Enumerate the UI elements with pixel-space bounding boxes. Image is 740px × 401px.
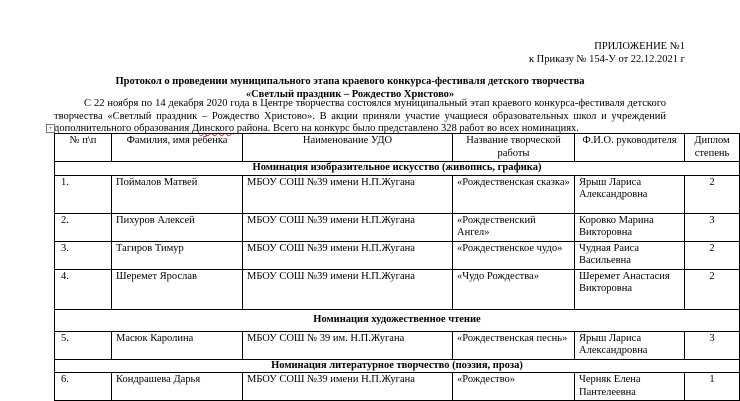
row-num: 1. — [55, 175, 112, 213]
row-degree: 1 — [685, 373, 740, 401]
row-work: «Рождественский Ангел» — [453, 213, 575, 241]
header-num: № п\п — [55, 134, 112, 162]
intro-text-2: района. Всего на конкурс было представлено 328 работ во всех номинациях. — [234, 123, 579, 134]
appendix-header — [529, 40, 685, 66]
row-teacher: Ярыш Лариса Александровна — [575, 331, 685, 359]
row-name: Кондрашева Дарья — [112, 373, 243, 401]
row-num: 3. — [55, 241, 112, 269]
intro-paragraph — [54, 98, 666, 136]
row-name: Пихуров Алексей — [112, 213, 243, 241]
table-row — [55, 373, 740, 401]
nomination-row — [55, 309, 740, 331]
row-num: 2. — [55, 213, 112, 241]
row-num: 5. — [55, 331, 112, 359]
row-degree: 2 — [685, 241, 740, 269]
row-school: МБОУ СОШ №39 имени Н.П.Жугана — [243, 373, 453, 401]
nomination-row — [55, 359, 740, 373]
table-row — [55, 331, 740, 359]
intro-text-1: С 22 ноября по 14 декабря 2020 года в Центре творчества состоялся муниципальный этап краевого конкурса-фестиваля детского творчества «Светлый праздник – Рождество Христово». В акции приняли участие учащиеся образовательных школ и учреждений дополнительного образования — [54, 98, 666, 134]
table-move-handle-icon[interactable]: + — [46, 124, 55, 133]
row-work: «Рождественская песнь» — [453, 331, 575, 359]
appendix-order: к Приказу № 154-У от 22.12.2021 г — [528, 54, 685, 65]
table-row — [55, 175, 740, 213]
row-degree: 2 — [685, 269, 740, 309]
row-name: Масюк Каролина — [112, 331, 243, 359]
row-teacher: Черняк Елена Пантелеевна — [575, 373, 685, 401]
header-school: Наименование УДО — [243, 134, 453, 162]
table-row — [55, 269, 740, 309]
nomination-title: Номинация литературное творчество (поэзия, проза) — [55, 359, 740, 373]
row-school: МБОУ СОШ №39 имени Н.П.Жугана — [243, 175, 453, 213]
row-work: «Рождество» — [453, 373, 575, 401]
header-work: Название творческой работы — [453, 134, 575, 162]
appendix-title: ПРИЛОЖЕНИЕ №1 — [594, 41, 685, 52]
table-header-row — [55, 134, 740, 162]
row-work: «Рождественское чудо» — [453, 241, 575, 269]
header-name: Фамилия, имя ребенка — [112, 134, 243, 162]
row-degree: 3 — [685, 331, 740, 359]
row-degree: 3 — [685, 213, 740, 241]
row-name: Шеремет Ярослав — [112, 269, 243, 309]
row-name: Тагиров Тимур — [112, 241, 243, 269]
nomination-title: Номинация художественное чтение — [55, 309, 740, 331]
row-school: МБОУ СОШ № 39 им. Н.П.Жугана — [243, 331, 453, 359]
row-work: «Чудо Рождества» — [453, 269, 575, 309]
results-table — [54, 133, 740, 401]
row-teacher: Чудная Раиса Васильевна — [575, 241, 685, 269]
title-line-2: «Светлый праздник – Рождество Христово» — [245, 89, 455, 100]
table-row — [55, 241, 740, 269]
row-teacher: Коровко Марина Викторовна — [575, 213, 685, 241]
row-num: 4. — [55, 269, 112, 309]
row-teacher: Ярыш Лариса Александровна — [575, 175, 685, 213]
row-school: МБОУ СОШ №39 имени Н.П.Жугана — [243, 213, 453, 241]
table-row — [55, 213, 740, 241]
nomination-row — [55, 162, 740, 176]
row-degree: 2 — [685, 175, 740, 213]
header-teacher: Ф.И.О. руководителя — [575, 134, 685, 162]
row-num: 6. — [55, 373, 112, 401]
header-degree: Диплом степень — [685, 134, 740, 162]
row-school: МБОУ СОШ №39 имени Н.П.Жугана — [243, 269, 453, 309]
intro-underlined-word: Динского — [191, 123, 235, 134]
row-name: Поймалов Матвей — [112, 175, 243, 213]
title-line-1: Протокол о проведении муниципального этапа краевого конкурса-фестиваля детского творчества — [115, 76, 585, 87]
row-teacher: Шеремет Анастасия Викторовна — [575, 269, 685, 309]
row-work: «Рождественская сказка» — [453, 175, 575, 213]
nomination-title: Номинация изобразительное искусство (живопись, графика) — [55, 162, 740, 176]
row-school: МБОУ СОШ №39 имени Н.П.Жугана — [243, 241, 453, 269]
